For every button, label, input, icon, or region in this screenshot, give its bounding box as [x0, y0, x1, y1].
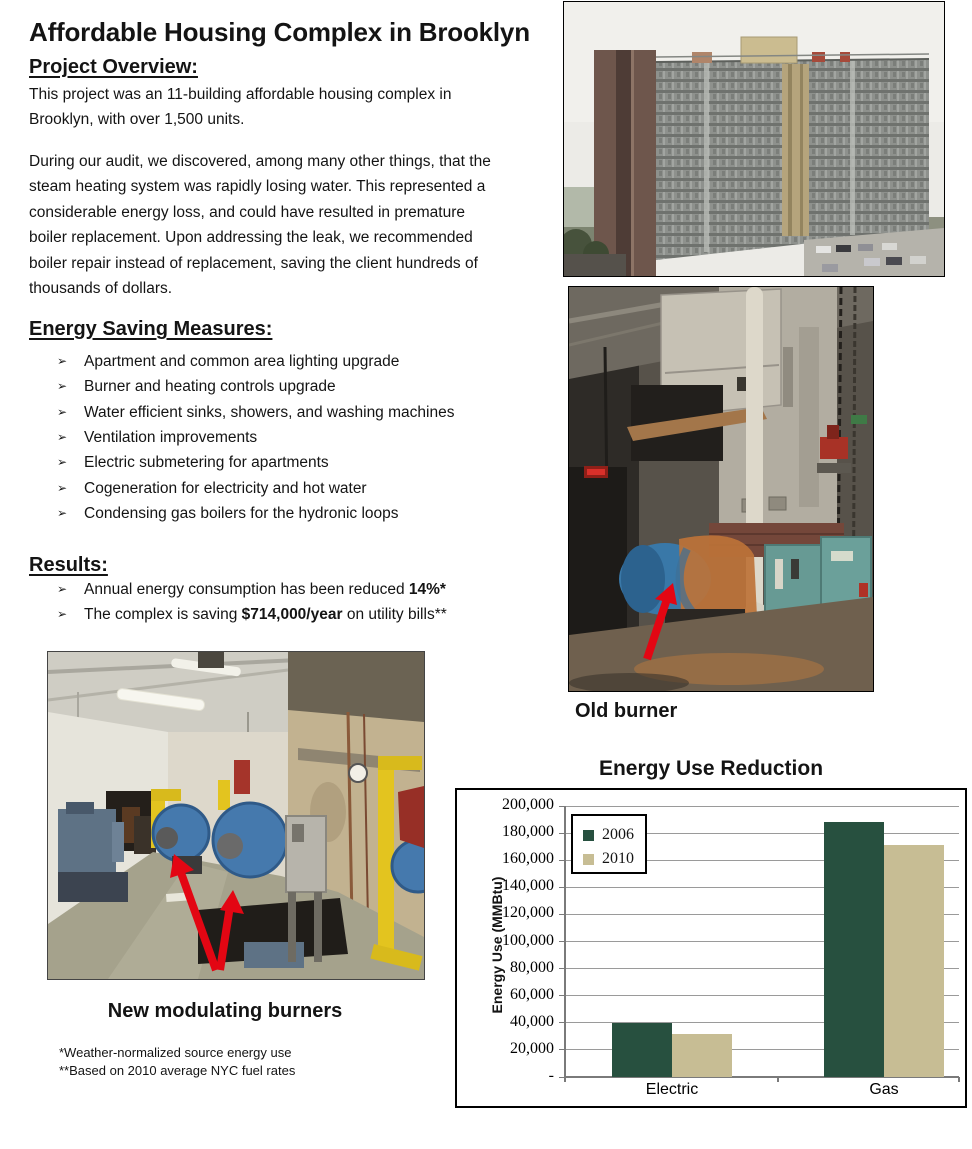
arrow-bullet-icon: ➢ [57, 404, 68, 419]
legend-item [583, 847, 645, 871]
text-line: Brooklyn, with over 1,500 units. [29, 111, 245, 129]
y-tick-label: 20,000 [510, 1039, 554, 1057]
y-tick-label: 180,000 [502, 823, 554, 841]
new-burners-photo [47, 651, 425, 980]
text-line: boiler replacement. Upon addressing the leak, we recommended [29, 229, 473, 247]
overview-paragraph-2 [29, 149, 544, 301]
bar-2006-gas [824, 822, 884, 1077]
list-item-label: Apartment and common area lighting upgrade [84, 353, 400, 370]
legend-label: 2006 [602, 826, 634, 843]
exit-sign [584, 466, 608, 478]
old-burner-photo [568, 286, 874, 692]
bar-2010-electric [672, 1034, 732, 1077]
main-building [656, 59, 929, 260]
measures-list [57, 349, 537, 526]
results-heading: Results: [29, 554, 108, 576]
y-tick-label: 80,000 [510, 958, 554, 976]
bar-2006-electric [612, 1023, 672, 1077]
list-item [57, 577, 537, 602]
y-axis-line [564, 806, 566, 1077]
y-tick-label: 100,000 [502, 931, 554, 949]
text-line: considerable energy loss, and could have resulted in premature [29, 203, 465, 221]
footnotes [59, 1044, 295, 1079]
page-title: Affordable Housing Complex in Brooklyn [29, 17, 530, 48]
text-line: During our audit, we discovered, among many other things, that the [29, 153, 491, 170]
footnote: **Based on 2010 average NYC fuel rates [59, 1062, 296, 1078]
result-highlight: 14%* [408, 581, 446, 598]
arrow-bullet-icon: ➢ [57, 506, 68, 521]
building-photo [563, 1, 945, 277]
y-tick-label: 140,000 [502, 877, 554, 895]
result-text: on utility bills** [342, 606, 447, 624]
legend-item [583, 823, 645, 847]
chart-title: Energy Use Reduction [598, 757, 824, 780]
y-tick-label: 200,000 [502, 796, 554, 813]
y-tick-label: 160,000 [502, 850, 554, 868]
list-item-label: Electric submetering for apartments [84, 454, 329, 472]
list-item [57, 425, 537, 450]
x-axis-tick [564, 1077, 566, 1082]
arrow-bullet-icon: ➢ [57, 379, 68, 394]
y-tick-label: 60,000 [510, 985, 554, 1003]
text-line: boiler repair instead of replacement, saving the client hundreds of [29, 254, 478, 272]
list-item [57, 349, 537, 374]
list-item-label: Water efficient sinks, showers, and washing machines [84, 403, 455, 421]
arrow-bullet-icon: ➢ [57, 480, 68, 495]
arrow-bullet-icon: ➢ [57, 607, 68, 622]
result-highlight: $714,000/year [241, 606, 343, 624]
arrow-bullet-icon: ➢ [57, 455, 68, 470]
text-line: thousands of dollars. [29, 280, 173, 298]
energy-use-chart [455, 788, 967, 1108]
arrow-bullet-icon: ➢ [57, 354, 68, 368]
results-list [57, 577, 537, 628]
x-axis-tick [958, 1077, 960, 1082]
list-item [57, 602, 537, 627]
chart-plot [457, 790, 965, 1106]
list-item [57, 501, 537, 526]
new-burners-caption: New modulating burners [107, 1000, 343, 1022]
footnote: *Weather-normalized source energy use [59, 1045, 292, 1060]
measures-heading: Energy Saving Measures: [29, 318, 273, 340]
result-text: The complex is saving [84, 606, 242, 624]
text-line: steam heating system was rapidly losing water. This represented a [29, 178, 486, 196]
bar-2010-gas [884, 845, 944, 1077]
x-axis-tick [777, 1077, 779, 1082]
list-item [57, 374, 537, 399]
y-tick-label: 40,000 [510, 1012, 554, 1030]
legend-swatch [583, 830, 594, 841]
overview-heading: Project Overview: [29, 56, 198, 78]
text-line: This project was an 11-building affordable housing complex in [29, 86, 452, 103]
overview-paragraph-1 [29, 82, 544, 133]
legend-swatch [583, 854, 594, 865]
result-text: Annual energy consumption has been reduced [84, 581, 409, 598]
arrow-bullet-icon: ➢ [57, 430, 68, 445]
list-item [57, 450, 537, 475]
list-item-label: Condensing gas boilers for the hydronic loops [84, 505, 399, 523]
gridline [565, 806, 959, 807]
list-item-label: Ventilation improvements [84, 429, 258, 447]
x-category-label: Electric [645, 1081, 699, 1098]
brick-tower [594, 50, 656, 276]
list-item-label: Cogeneration for electricity and hot water [84, 479, 367, 497]
list-item [57, 476, 537, 501]
list-item [57, 400, 537, 425]
chart-legend [571, 814, 647, 874]
arrow-bullet-icon: ➢ [57, 582, 68, 596]
y-tick-label: - [548, 1067, 554, 1084]
y-tick-label: 120,000 [502, 904, 554, 922]
legend-label: 2010 [602, 850, 634, 867]
x-category-label: Gas [869, 1081, 899, 1098]
list-item-label: Burner and heating controls upgrade [84, 378, 336, 396]
y-axis-title: Energy Use (MMBtu) [489, 876, 505, 1014]
old-burner-caption: Old burner [575, 700, 678, 722]
